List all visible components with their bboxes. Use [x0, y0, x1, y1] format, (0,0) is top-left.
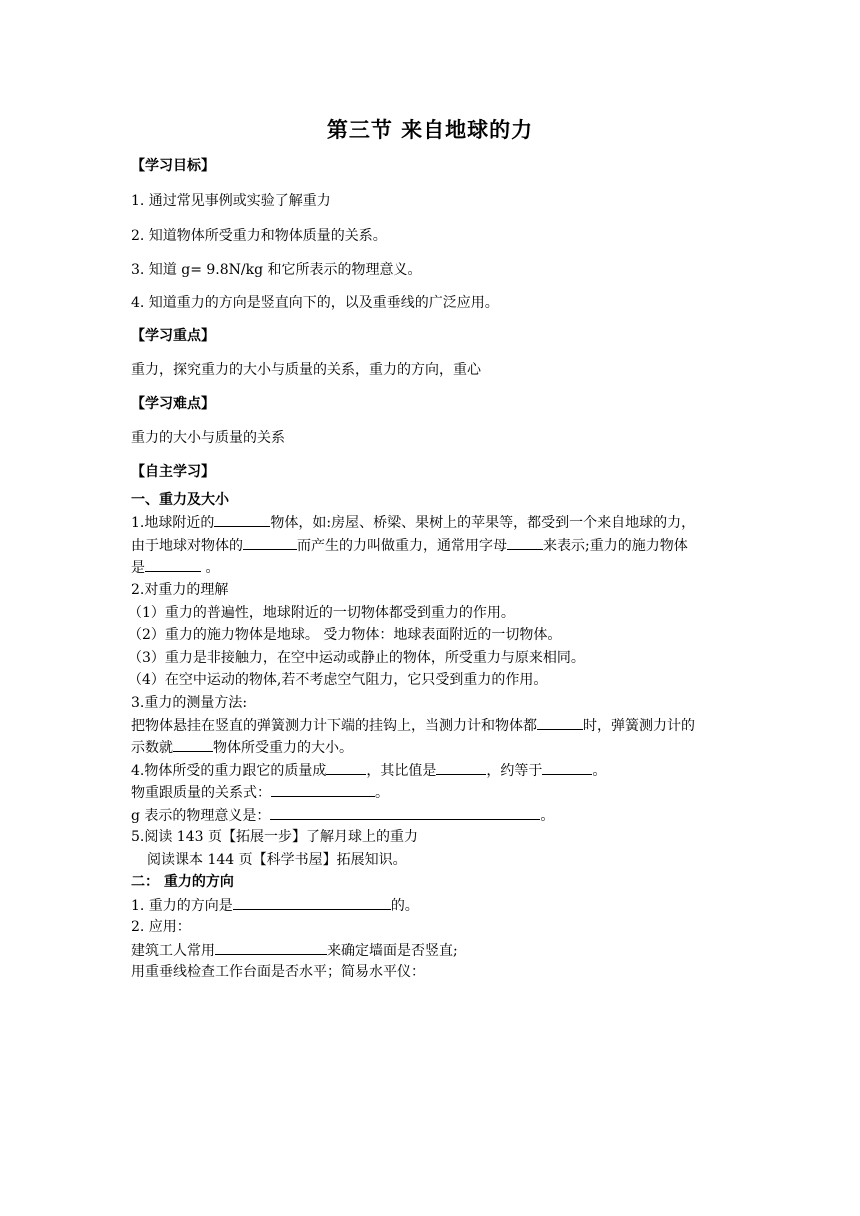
- objectives-heading: 【学习目标】: [131, 158, 215, 174]
- answer-blank[interactable]: [214, 513, 270, 527]
- understanding-item: （3）重力是非接触力，在空中运动或静止的物体，所受重力与原来相同。: [128, 650, 585, 666]
- objective-item: 1. 通过常见事例或实验了解重力: [131, 193, 331, 209]
- application-2: 用重垂线检查工作台面是否水平；简易水平仪：: [131, 964, 425, 980]
- answer-blank[interactable]: [542, 761, 592, 775]
- answer-blank[interactable]: [507, 536, 543, 550]
- question-5-extra: 阅读课本 144 页【科学书屋】拓展知识。: [147, 852, 407, 868]
- key-points-heading: 【学习重点】: [131, 328, 215, 344]
- answer-blank[interactable]: [436, 761, 486, 775]
- question-3-line-1: 把物体悬挂在竖直的弹簧测力计下端的挂钩上，当测力计和物体都 时，弹簧测力计的: [131, 718, 695, 734]
- question-1-line-1: 1.地球附近的 物体，如:房屋、桥梁、果树上的苹果等，都受到一个来自地球的力，: [131, 515, 696, 531]
- g-meaning-line: g 表示的物理意义是： 。: [131, 808, 555, 824]
- self-study-heading: 【自主学习】: [131, 464, 215, 480]
- question-3-line-2: 示数就 物体所受重力的大小。: [131, 740, 353, 756]
- answer-blank[interactable]: [215, 941, 327, 955]
- application-1: 建筑工人常用 来确定墙面是否竖直;: [131, 943, 458, 959]
- section1-heading: 一、重力及大小: [131, 492, 229, 508]
- answer-blank[interactable]: [537, 716, 583, 730]
- formula-line: 物重跟质量的关系式： 。: [131, 785, 389, 801]
- objective-item: 4. 知道重力的方向是竖直向下的，以及重垂线的广泛应用。: [131, 295, 499, 311]
- answer-blank[interactable]: [233, 896, 391, 910]
- difficulties-heading: 【学习难点】: [131, 396, 215, 412]
- answer-blank[interactable]: [243, 536, 297, 550]
- answer-blank[interactable]: [326, 761, 366, 775]
- question-2-heading: 2.对重力的理解: [131, 582, 229, 598]
- answer-blank[interactable]: [271, 783, 375, 797]
- question-1-line-2: 由于地球对物体的 而产生的力叫做重力，通常用字母 来表示;重力的施力物体: [131, 538, 688, 554]
- question-3-heading: 3.重力的测量方法:: [131, 695, 248, 711]
- application-heading: 2. 应用：: [131, 919, 191, 935]
- objective-item: 3. 知道 g= 9.8N/kg 和它所表示的物理意义。: [131, 262, 422, 278]
- answer-blank[interactable]: [145, 558, 201, 572]
- page-title: 第三节 来自地球的力: [326, 118, 534, 142]
- answer-blank[interactable]: [270, 806, 540, 820]
- direction-question: 1. 重力的方向是 的。: [131, 898, 419, 914]
- understanding-item: （2）重力的施力物体是地球。 受力物体：地球表面附近的一切物体。: [128, 627, 562, 643]
- question-4: 4.物体所受的重力跟它的质量成 ，其比值是 ，约等于 。: [131, 763, 607, 779]
- difficulties-text: 重力的大小与质量的关系: [131, 430, 285, 446]
- question-5: 5.阅读 143 页【拓展一步】了解月球上的重力: [131, 829, 418, 845]
- understanding-item: （1）重力的普遍性，地球附近的一切物体都受到重力的作用。: [128, 605, 515, 621]
- objective-item: 2. 知道物体所受重力和物体质量的关系。: [131, 228, 387, 244]
- understanding-item: （4）在空中运动的物体,若不考虑空气阻力，它只受到重力的作用。: [128, 672, 548, 688]
- key-points-text: 重力，探究重力的大小与质量的关系，重力的方向，重心: [131, 362, 481, 378]
- section2-heading: 二： 重力的方向: [131, 874, 234, 890]
- answer-blank[interactable]: [173, 738, 213, 752]
- question-1-line-3: 是 。: [131, 560, 220, 576]
